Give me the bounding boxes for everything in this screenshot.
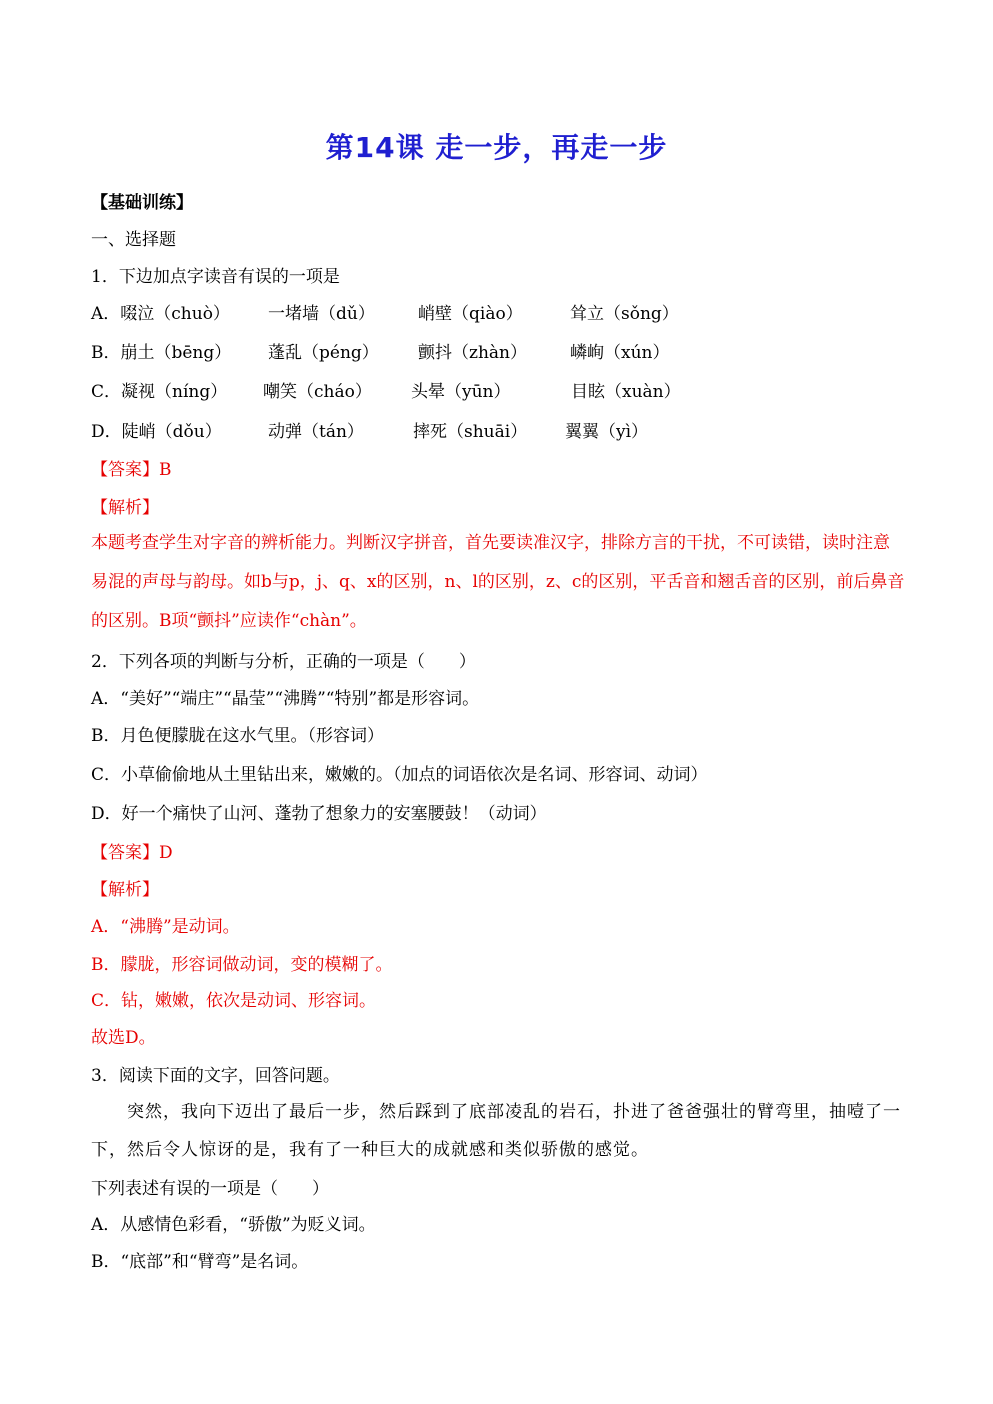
q1-option-d-4: 翼翼（yì） (565, 422, 649, 442)
q2-conclusion: 故选D。 (91, 1028, 156, 1048)
q1-option-a-2: 一堵墙（dǔ） (268, 304, 375, 324)
q1-option-c-3: 头晕（yūn） (411, 382, 511, 402)
q1-option-c-4: 目眩（xuàn） (571, 382, 681, 402)
q1-row-c (91, 381, 681, 403)
q2-analysis-label: 【解析】 (91, 880, 159, 900)
q1-row-d (91, 421, 648, 443)
q1-option-b-4: 嶙峋（xún） (570, 343, 670, 363)
q2-analysis-line-1: A．“沸腾”是动词。 (91, 917, 240, 937)
q2-option-c: C．小草偷偷地从土里钻出来，嫩嫩的。（加点的词语依次是名词、形容词、动词） (91, 765, 708, 785)
q1-option-a-4: 耸立（sǒng） (570, 304, 679, 324)
q1-row-b (91, 342, 670, 364)
q1-row-a (91, 303, 679, 325)
q1-option-a-1: A．啜泣（chuò） (91, 304, 230, 324)
q1-option-b-1: B．崩土（bēng） (91, 343, 232, 363)
q3-option-b: B．“底部”和“臂弯”是名词。 (91, 1252, 309, 1272)
q2-option-d: D．好一个痛快了山河、蓬勃了想象力的安塞腰鼓！（动词） (91, 804, 547, 824)
q3-passage: 突然，我向下迈出了最后一步，然后踩到了底部凌乱的岩石，扑进了爸爸强壮的臂弯里，抽噎了一下，然后令人惊讶的是，我有了一种巨大的成就感和类似骄傲的感觉。 (91, 1102, 901, 1160)
q2-stem: 2．下列各项的判断与分析，正确的一项是（ ） (91, 652, 476, 672)
q2-answer: 【答案】D (91, 843, 173, 863)
q2-analysis-line-3: C．钻，嫩嫩，依次是动词、形容词。 (91, 991, 377, 1011)
q1-option-c-2: 嘲笑（cháo） (263, 382, 372, 402)
q3-prompt: 下列表述有误的一项是（ ） (91, 1179, 329, 1199)
q1-answer: 【答案】B (91, 460, 172, 480)
q1-analysis-label: 【解析】 (91, 498, 159, 518)
q1-analysis-text: 本题考查学生对字音的辨析能力。判断汉字拼音，首先要读准汉字，排除方言的干扰，不可读错，读时注意易混的声母与韵母。如b与p，j、q、x的区别，n、l的区别，z、c的区别，平舌音和翘舌音的区别，前后鼻音的区别。B项“颤抖”应读作“chàn”。 (91, 533, 905, 631)
q3-option-a: A．从感情色彩看，“骄傲”为贬义词。 (91, 1215, 376, 1235)
section-heading: 【基础训练】 (91, 193, 193, 213)
q1-option-b-2: 蓬乱（péng） (268, 343, 379, 363)
q1-option-a-3: 峭壁（qiào） (418, 304, 523, 324)
q3-stem: 3．阅读下面的文字，回答问题。 (91, 1066, 340, 1086)
q1-option-d-3: 摔死（shuāi） (413, 422, 528, 442)
q2-analysis-line-2: B．朦胧，形容词做动词，变的模糊了。 (91, 955, 393, 975)
part-heading: 一、选择题 (91, 230, 176, 250)
q1-option-d-1: D．陡峭（dǒu） (91, 422, 222, 442)
q1-option-b-3: 颤抖（zhàn） (418, 343, 527, 363)
q1-option-d-2: 动弹（tán） (268, 422, 364, 442)
page-title: 第14课 走一步，再走一步 (325, 131, 668, 164)
q2-option-b: B．月色便朦胧在这水气里。（形容词） (91, 726, 384, 746)
q1-option-c-1: C．凝视（níng） (91, 382, 228, 402)
q1-stem: 1．下边加点字读音有误的一项是 (91, 267, 340, 287)
q2-option-a: A．“美好”“端庄”“晶莹”“沸腾”“特别”都是形容词。 (91, 689, 480, 709)
